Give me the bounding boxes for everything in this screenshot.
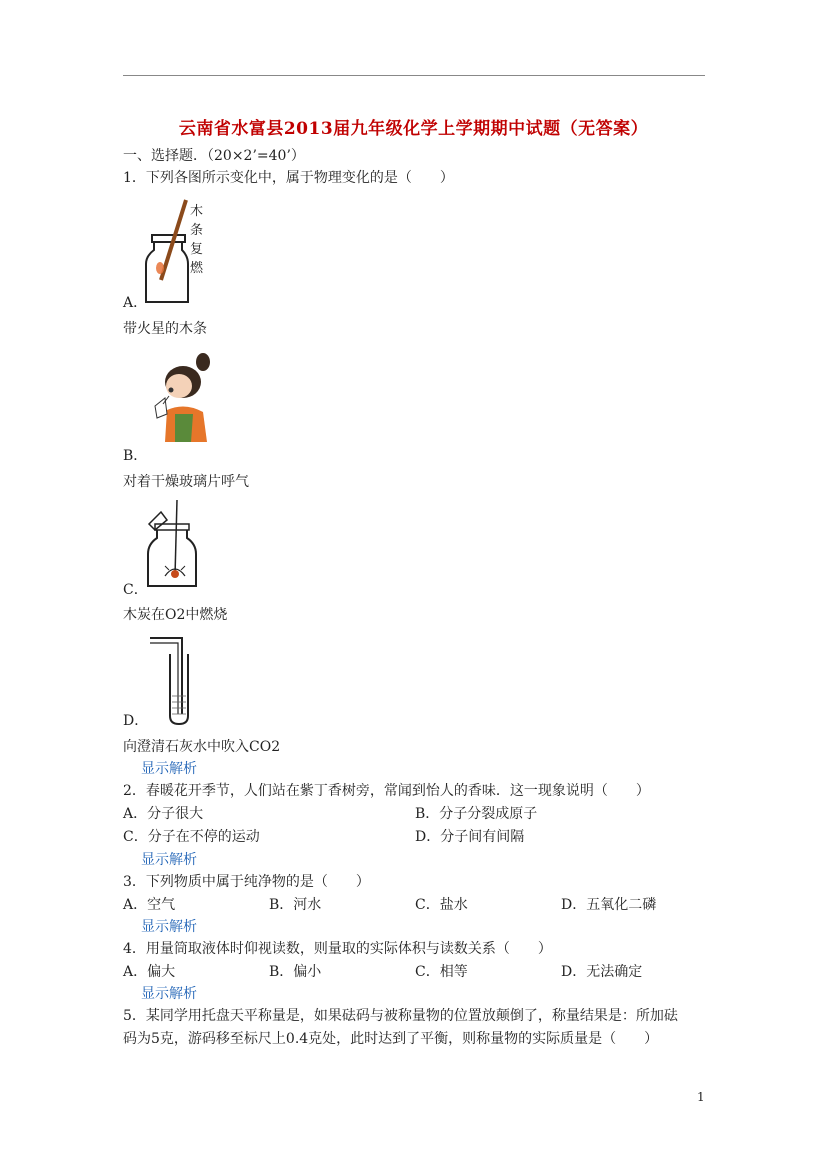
q2-option-c: C．分子在不停的运动 (123, 829, 260, 845)
q1-option-a-caption: 带火星的木条 (123, 321, 207, 337)
q4-stem: 4．用量筒取液体时仰视读数，则量取的实际体积与读数关系（ ） (123, 941, 552, 957)
q1-option-b: B． (123, 448, 148, 464)
q3-show-answer-link[interactable]: 显示解析 (141, 919, 197, 935)
q2-option-d: D．分子间有间隔 (415, 829, 525, 845)
q1-option-c: C． (123, 582, 148, 598)
q4-option-d: D．无法确定 (561, 964, 643, 980)
header-rule (123, 75, 705, 76)
q4-option-c: C．相等 (415, 964, 468, 980)
q1-option-d-caption: 向澄清石灰水中吹入CO2 (123, 739, 281, 755)
page-title: 云南省水富县2013届九年级化学上学期期中试题（无答案） (178, 119, 649, 139)
q2-option-a: A．分子很大 (123, 806, 204, 822)
q1-option-d: D． (123, 713, 149, 729)
q1-option-a: A． (123, 295, 148, 311)
page-number: 1 (697, 1090, 705, 1104)
q3-option-a: A．空气 (123, 897, 176, 913)
q1-stem: 1．下列各图所示变化中，属于物理变化的是（ ） (123, 170, 454, 186)
q1-show-answer-link[interactable]: 显示解析 (141, 761, 197, 777)
q1-option-c-caption: 木炭在O2中燃烧 (123, 607, 228, 623)
q4-option-b: B．偏小 (269, 964, 322, 980)
q4-option-a: A．偏大 (123, 964, 176, 980)
q3-option-d: D．五氧化二磷 (561, 897, 657, 913)
q2-show-answer-link[interactable]: 显示解析 (141, 852, 197, 868)
q5-stem-line2: 码为5克，游码移至标尺上0.4克处，此时达到了平衡，则称量物的实际质量是（ ） (123, 1031, 659, 1047)
q1-figure-c (143, 498, 203, 590)
q1-figure-b (145, 352, 215, 444)
q4-show-answer-link[interactable]: 显示解析 (141, 986, 197, 1002)
q3-option-c: C．盐水 (415, 897, 468, 913)
section-heading: 一、选择题．（20×2’=40’） (123, 148, 305, 164)
q5-stem-line1: 5．某同学用托盘天平称量是，如果砝码与被称量物的位置放颠倒了，称量结果是：所加砝 (123, 1008, 678, 1024)
q1-figure-d (148, 634, 198, 726)
q1-option-b-caption: 对着干燥玻璃片呼气 (123, 474, 249, 490)
q2-stem: 2．春暖花开季节，人们站在紫丁香树旁，常闻到怡人的香味．这一现象说明（ ） (123, 783, 650, 799)
q3-option-b: B．河水 (269, 897, 322, 913)
q2-option-b: B．分子分裂成原子 (415, 806, 538, 822)
q1-figure-a-label: 木条复燃 (190, 204, 204, 276)
q3-stem: 3．下列物质中属于纯净物的是（ ） (123, 874, 370, 890)
